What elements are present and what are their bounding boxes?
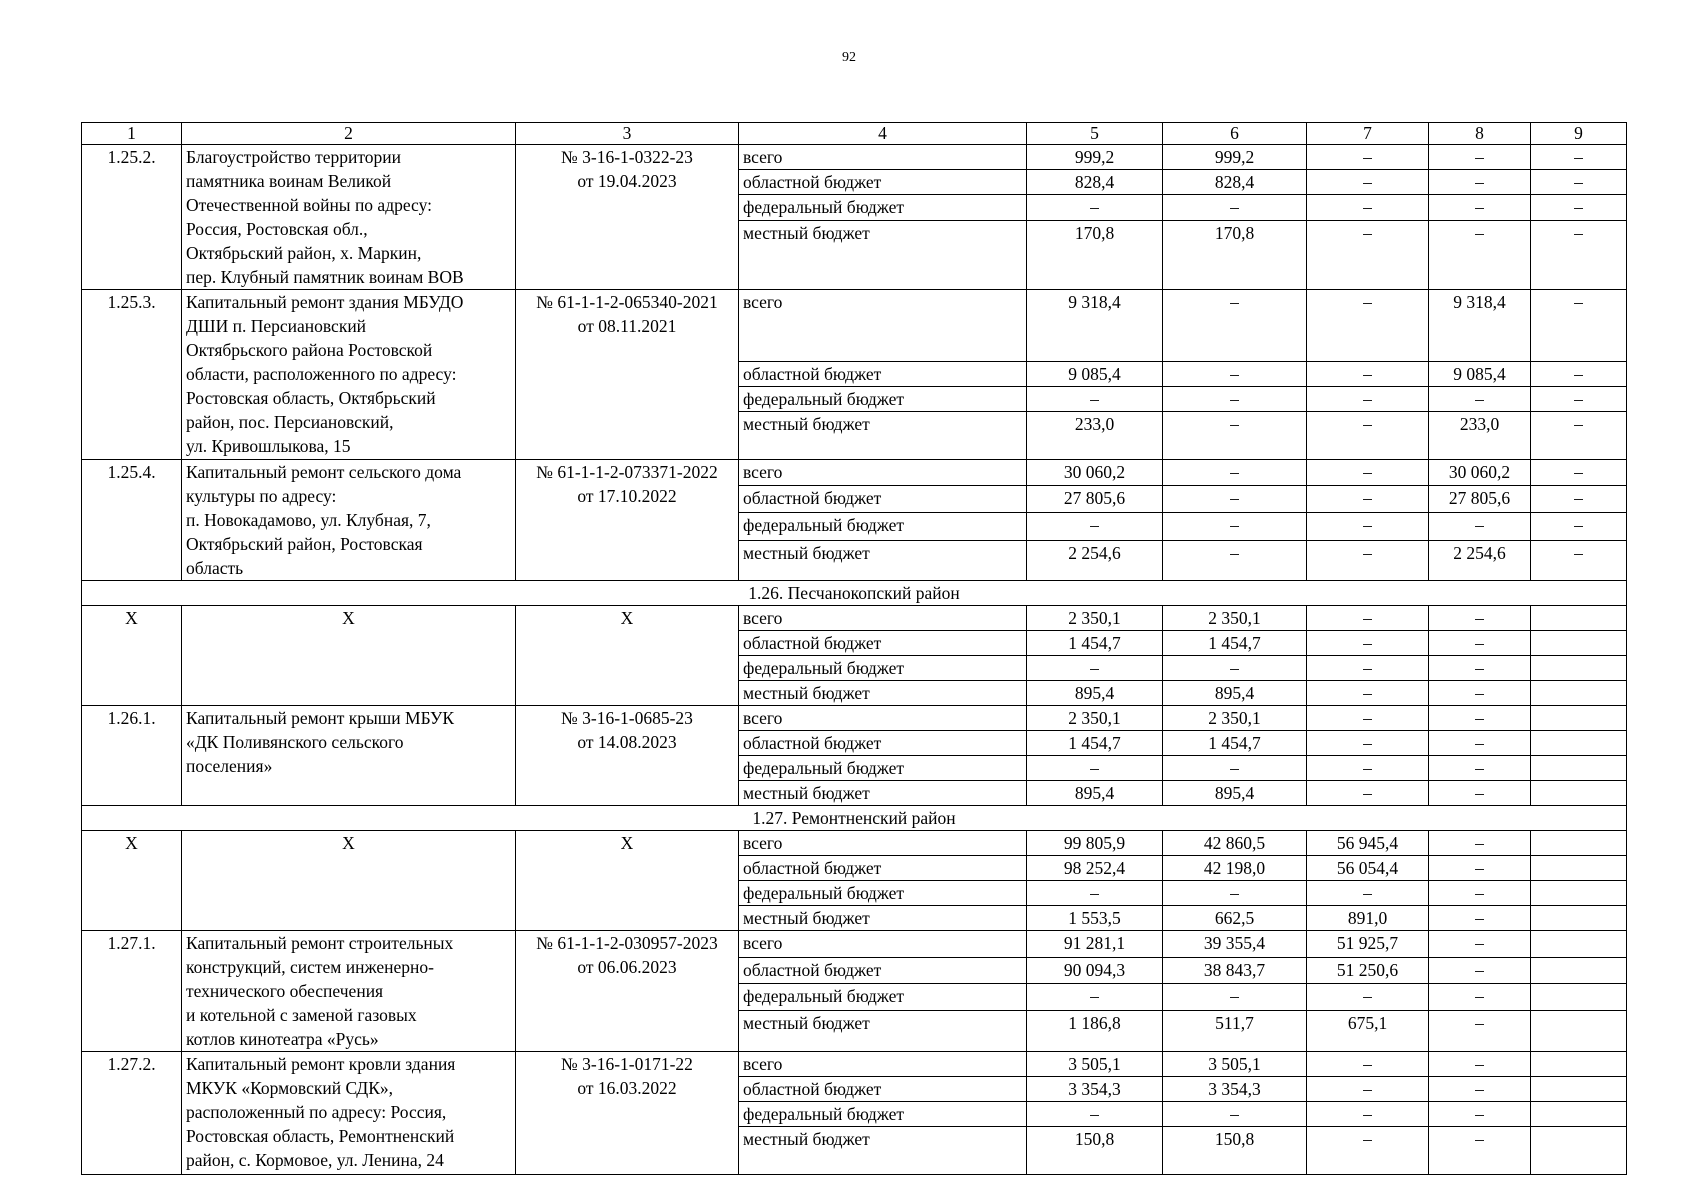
item-id: Х bbox=[82, 606, 182, 706]
budget-value: – bbox=[1307, 606, 1429, 631]
item-document bbox=[516, 831, 739, 931]
budget-value: – bbox=[1307, 706, 1429, 731]
item-id: 1.27.2. bbox=[82, 1052, 182, 1175]
item-name bbox=[182, 706, 516, 806]
budget-label: областной бюджет bbox=[739, 170, 1027, 195]
budget-value: 1 454,7 bbox=[1027, 631, 1163, 656]
item-name-line: ДШИ п. Персиановский bbox=[186, 316, 367, 336]
budget-value: 150,8 bbox=[1163, 1127, 1307, 1175]
budget-value: – bbox=[1429, 957, 1531, 984]
header-cell: 5 bbox=[1027, 123, 1163, 145]
item-name bbox=[182, 606, 516, 706]
budget-label: всего bbox=[739, 460, 1027, 486]
budget-value: – bbox=[1531, 460, 1627, 486]
budget-value: – bbox=[1429, 631, 1531, 656]
budget-value: – bbox=[1429, 220, 1531, 289]
budget-value: – bbox=[1307, 540, 1429, 580]
budget-value: – bbox=[1429, 781, 1531, 806]
item-name-line: памятника воинам Великой bbox=[186, 171, 392, 191]
budget-value: 3 354,3 bbox=[1163, 1077, 1307, 1102]
budget-value: 2 350,1 bbox=[1027, 706, 1163, 731]
header-cell: 7 bbox=[1307, 123, 1429, 145]
item-document-line: № 61-1-1-2-030957-2023 bbox=[536, 933, 718, 953]
item-name-line: Отечественной войны по адресу: bbox=[186, 195, 432, 215]
header-cell: 9 bbox=[1531, 123, 1627, 145]
budget-value: – bbox=[1307, 170, 1429, 195]
budget-value: – bbox=[1163, 513, 1307, 541]
item-name-line: Х bbox=[342, 833, 355, 853]
section-title: 1.27. Ремонтненский район bbox=[82, 806, 1627, 831]
budget-value: – bbox=[1027, 387, 1163, 412]
item-name-line: Капитальный ремонт сельского дома bbox=[186, 462, 462, 482]
budget-value: – bbox=[1531, 362, 1627, 387]
budget-label: местный бюджет bbox=[739, 681, 1027, 706]
budget-label: всего bbox=[739, 145, 1027, 170]
table-row bbox=[82, 706, 1627, 731]
budget-value: – bbox=[1307, 513, 1429, 541]
budget-value: – bbox=[1307, 681, 1429, 706]
budget-value: 999,2 bbox=[1027, 145, 1163, 170]
budget-value: – bbox=[1027, 513, 1163, 541]
budget-value: – bbox=[1163, 412, 1307, 460]
budget-value: – bbox=[1429, 387, 1531, 412]
item-name-line: Х bbox=[342, 608, 355, 628]
budget-value: 895,4 bbox=[1027, 781, 1163, 806]
section-row bbox=[82, 581, 1627, 606]
item-document-line: № 3-16-1-0322-23 bbox=[561, 147, 693, 167]
budget-label: всего bbox=[739, 931, 1027, 958]
budget-value: – bbox=[1531, 195, 1627, 220]
budget-value: 27 805,6 bbox=[1027, 485, 1163, 513]
budget-value: – bbox=[1163, 362, 1307, 387]
item-name-line: ул. Кривошлыкова, 15 bbox=[186, 436, 351, 456]
budget-label: местный бюджет bbox=[739, 781, 1027, 806]
table-row bbox=[82, 1052, 1627, 1077]
item-name-line: Капитальный ремонт кровли здания bbox=[186, 1054, 456, 1074]
item-name bbox=[182, 831, 516, 931]
budget-value bbox=[1531, 1077, 1627, 1102]
item-name-line: Октябрьский район, Ростовская bbox=[186, 534, 423, 554]
item-name bbox=[182, 145, 516, 290]
budget-value bbox=[1531, 606, 1627, 631]
budget-value bbox=[1531, 681, 1627, 706]
budget-value: 98 252,4 bbox=[1027, 856, 1163, 881]
table-row bbox=[82, 290, 1627, 362]
budget-value: – bbox=[1531, 540, 1627, 580]
item-document-line: № 61-1-1-2-065340-2021 bbox=[536, 292, 718, 312]
budget-value: 51 925,7 bbox=[1307, 931, 1429, 958]
budget-value: – bbox=[1429, 881, 1531, 906]
item-name-line: район, с. Кормовое, ул. Ленина, 24 bbox=[186, 1150, 444, 1170]
budget-value: – bbox=[1163, 756, 1307, 781]
budget-value bbox=[1531, 984, 1627, 1011]
budget-value bbox=[1531, 831, 1627, 856]
budget-value: – bbox=[1307, 362, 1429, 387]
item-name bbox=[182, 460, 516, 581]
table-row bbox=[82, 606, 1627, 631]
budget-label: федеральный бюджет bbox=[739, 513, 1027, 541]
budget-value: 42 198,0 bbox=[1163, 856, 1307, 881]
budget-label: федеральный бюджет bbox=[739, 1102, 1027, 1127]
item-id: 1.25.3. bbox=[82, 290, 182, 460]
item-document-line: от 16.03.2022 bbox=[577, 1078, 677, 1098]
budget-value: 56 945,4 bbox=[1307, 831, 1429, 856]
budget-label: областной бюджет bbox=[739, 485, 1027, 513]
budget-value: 42 860,5 bbox=[1163, 831, 1307, 856]
item-name-line: расположенный по адресу: Россия, bbox=[186, 1102, 447, 1122]
item-id: 1.26.1. bbox=[82, 706, 182, 806]
budget-value: 30 060,2 bbox=[1429, 460, 1531, 486]
item-name-line: Октябрьский район, х. Маркин, bbox=[186, 243, 422, 263]
budget-value: – bbox=[1307, 631, 1429, 656]
budget-value: 233,0 bbox=[1429, 412, 1531, 460]
budget-label: федеральный бюджет bbox=[739, 881, 1027, 906]
budget-value: – bbox=[1163, 540, 1307, 580]
item-name-line: котлов кинотеатра «Русь» bbox=[186, 1029, 379, 1049]
budget-value: – bbox=[1027, 756, 1163, 781]
budget-value: 2 254,6 bbox=[1429, 540, 1531, 580]
table-row bbox=[82, 460, 1627, 486]
budget-value: – bbox=[1429, 906, 1531, 931]
budget-value: 895,4 bbox=[1163, 781, 1307, 806]
budget-value: 1 553,5 bbox=[1027, 906, 1163, 931]
budget-value: – bbox=[1531, 290, 1627, 362]
item-name-line: Капитальный ремонт здания МБУДО bbox=[186, 292, 464, 312]
budget-value: 39 355,4 bbox=[1163, 931, 1307, 958]
budget-value: – bbox=[1163, 656, 1307, 681]
budget-value: – bbox=[1307, 781, 1429, 806]
budget-value: 51 250,6 bbox=[1307, 957, 1429, 984]
budget-value bbox=[1531, 756, 1627, 781]
header-cell: 4 bbox=[739, 123, 1027, 145]
budget-value: 38 843,7 bbox=[1163, 957, 1307, 984]
budget-label: всего bbox=[739, 290, 1027, 362]
budget-value: 3 505,1 bbox=[1027, 1052, 1163, 1077]
budget-value: – bbox=[1429, 831, 1531, 856]
budget-value bbox=[1531, 1052, 1627, 1077]
item-document-line: № 3-16-1-0171-22 bbox=[561, 1054, 693, 1074]
budget-label: областной бюджет bbox=[739, 1077, 1027, 1102]
item-name-line: Благоустройство территории bbox=[186, 147, 401, 167]
item-name-line: Ростовская область, Октябрьский bbox=[186, 388, 436, 408]
budget-value bbox=[1531, 906, 1627, 931]
budget-value: 9 318,4 bbox=[1027, 290, 1163, 362]
budget-label: всего bbox=[739, 706, 1027, 731]
budget-value: – bbox=[1163, 460, 1307, 486]
budget-value bbox=[1531, 881, 1627, 906]
budget-label: областной бюджет bbox=[739, 856, 1027, 881]
budget-value: – bbox=[1027, 656, 1163, 681]
budget-value: – bbox=[1429, 1102, 1531, 1127]
budget-value: 233,0 bbox=[1027, 412, 1163, 460]
budget-value: – bbox=[1429, 606, 1531, 631]
budget-label: областной бюджет bbox=[739, 731, 1027, 756]
page-number: 92 bbox=[842, 50, 856, 65]
budget-value bbox=[1531, 631, 1627, 656]
budget-value: – bbox=[1307, 485, 1429, 513]
header-cell: 8 bbox=[1429, 123, 1531, 145]
budget-value: – bbox=[1531, 220, 1627, 289]
table-body bbox=[82, 123, 1627, 1175]
budget-value bbox=[1531, 1102, 1627, 1127]
budget-value: 90 094,3 bbox=[1027, 957, 1163, 984]
item-document-line: от 17.10.2022 bbox=[577, 486, 677, 506]
budget-value: 170,8 bbox=[1027, 220, 1163, 289]
item-document bbox=[516, 290, 739, 460]
item-document-line: от 08.11.2021 bbox=[577, 316, 677, 336]
item-id: Х bbox=[82, 831, 182, 931]
budget-label: федеральный бюджет bbox=[739, 984, 1027, 1011]
item-name-line: поселения» bbox=[186, 756, 273, 776]
budget-value: – bbox=[1163, 1102, 1307, 1127]
budget-value: – bbox=[1027, 195, 1163, 220]
section-row bbox=[82, 806, 1627, 831]
budget-label: местный бюджет bbox=[739, 540, 1027, 580]
budget-value: – bbox=[1163, 984, 1307, 1011]
budget-value: – bbox=[1531, 170, 1627, 195]
budget-value bbox=[1531, 781, 1627, 806]
item-name-line: пер. Клубный памятник воинам ВОВ bbox=[186, 267, 464, 287]
item-name-line: Октябрьского района Ростовской bbox=[186, 340, 433, 360]
budget-value: 675,1 bbox=[1307, 1010, 1429, 1051]
budget-value: 511,7 bbox=[1163, 1010, 1307, 1051]
budget-value: – bbox=[1307, 412, 1429, 460]
budget-value: 662,5 bbox=[1163, 906, 1307, 931]
header-row bbox=[82, 123, 1627, 145]
item-name bbox=[182, 931, 516, 1052]
section-title: 1.26. Песчанокопский район bbox=[82, 581, 1627, 606]
budget-value: 170,8 bbox=[1163, 220, 1307, 289]
budget-value: 9 318,4 bbox=[1429, 290, 1531, 362]
budget-value: – bbox=[1307, 731, 1429, 756]
budget-table bbox=[81, 122, 1627, 1175]
budget-label: местный бюджет bbox=[739, 906, 1027, 931]
budget-value: – bbox=[1429, 706, 1531, 731]
budget-value: 2 254,6 bbox=[1027, 540, 1163, 580]
item-document-line: от 19.04.2023 bbox=[577, 171, 677, 191]
budget-label: областной бюджет bbox=[739, 957, 1027, 984]
item-name-line: п. Новокадамово, ул. Клубная, 7, bbox=[186, 510, 431, 530]
item-document-line: Х bbox=[620, 833, 634, 853]
budget-value: – bbox=[1163, 290, 1307, 362]
item-name-line: области, расположенного по адресу: bbox=[186, 364, 457, 384]
budget-value: – bbox=[1307, 290, 1429, 362]
budget-value: – bbox=[1429, 1077, 1531, 1102]
budget-value: 1 186,8 bbox=[1027, 1010, 1163, 1051]
header-cell: 1 bbox=[82, 123, 182, 145]
budget-label: федеральный бюджет bbox=[739, 195, 1027, 220]
item-name bbox=[182, 1052, 516, 1175]
table-row bbox=[82, 831, 1627, 856]
budget-value: 56 054,4 bbox=[1307, 856, 1429, 881]
item-name bbox=[182, 290, 516, 460]
item-document bbox=[516, 606, 739, 706]
budget-value: – bbox=[1027, 984, 1163, 1011]
budget-value: – bbox=[1307, 1127, 1429, 1175]
budget-label: всего bbox=[739, 1052, 1027, 1077]
item-id: 1.27.1. bbox=[82, 931, 182, 1052]
budget-value: – bbox=[1027, 1102, 1163, 1127]
budget-value: – bbox=[1307, 1077, 1429, 1102]
budget-value: 1 454,7 bbox=[1163, 631, 1307, 656]
budget-value: – bbox=[1307, 881, 1429, 906]
budget-value: – bbox=[1429, 1010, 1531, 1051]
header-cell: 6 bbox=[1163, 123, 1307, 145]
item-name-line: «ДК Поливянского сельского bbox=[186, 732, 404, 752]
budget-label: всего bbox=[739, 606, 1027, 631]
budget-value bbox=[1531, 656, 1627, 681]
budget-value: 891,0 bbox=[1307, 906, 1429, 931]
budget-value: 91 281,1 bbox=[1027, 931, 1163, 958]
item-document-line: № 61-1-1-2-073371-2022 bbox=[536, 462, 718, 482]
budget-value: 30 060,2 bbox=[1027, 460, 1163, 486]
item-name-line: область bbox=[186, 558, 244, 578]
budget-value: – bbox=[1307, 1102, 1429, 1127]
budget-label: местный бюджет bbox=[739, 412, 1027, 460]
budget-value: 895,4 bbox=[1027, 681, 1163, 706]
item-document-line: от 14.08.2023 bbox=[577, 732, 677, 752]
budget-value: 99 805,9 bbox=[1027, 831, 1163, 856]
budget-value: 828,4 bbox=[1163, 170, 1307, 195]
budget-value: – bbox=[1429, 145, 1531, 170]
budget-value: – bbox=[1429, 731, 1531, 756]
budget-value bbox=[1531, 706, 1627, 731]
budget-value: – bbox=[1429, 984, 1531, 1011]
item-name-line: конструкций, систем инженерно- bbox=[186, 957, 434, 977]
budget-value: – bbox=[1163, 195, 1307, 220]
budget-value: 150,8 bbox=[1027, 1127, 1163, 1175]
budget-value: 1 454,7 bbox=[1163, 731, 1307, 756]
item-id: 1.25.2. bbox=[82, 145, 182, 290]
item-name-line: культуры по адресу: bbox=[186, 486, 337, 506]
table-row bbox=[82, 145, 1627, 170]
budget-value: – bbox=[1429, 656, 1531, 681]
budget-value: – bbox=[1429, 1052, 1531, 1077]
item-name-line: Капитальный ремонт крыши МБУК bbox=[186, 708, 455, 728]
item-name-line: технического обеспечения bbox=[186, 981, 384, 1001]
item-document-line: № 3-16-1-0685-23 bbox=[561, 708, 693, 728]
budget-label: федеральный бюджет bbox=[739, 656, 1027, 681]
item-name-line: Ростовская область, Ремонтненский bbox=[186, 1126, 455, 1146]
budget-value: – bbox=[1163, 881, 1307, 906]
budget-label: областной бюджет bbox=[739, 362, 1027, 387]
item-document bbox=[516, 460, 739, 581]
item-name-line: и котельной с заменой газовых bbox=[186, 1005, 417, 1025]
budget-value: – bbox=[1163, 485, 1307, 513]
item-document bbox=[516, 145, 739, 290]
item-name-line: Россия, Ростовская обл., bbox=[186, 219, 368, 239]
budget-value: – bbox=[1531, 485, 1627, 513]
table-row bbox=[82, 931, 1627, 958]
item-id: 1.25.4. bbox=[82, 460, 182, 581]
budget-value: – bbox=[1307, 387, 1429, 412]
header-cell: 2 bbox=[182, 123, 516, 145]
budget-value: 3 505,1 bbox=[1163, 1052, 1307, 1077]
budget-value bbox=[1531, 931, 1627, 958]
budget-value: 2 350,1 bbox=[1163, 706, 1307, 731]
item-name-line: район, пос. Персиановский, bbox=[186, 412, 394, 432]
budget-value: 27 805,6 bbox=[1429, 485, 1531, 513]
budget-value: – bbox=[1429, 195, 1531, 220]
budget-value: 2 350,1 bbox=[1027, 606, 1163, 631]
budget-value: – bbox=[1429, 170, 1531, 195]
budget-value: – bbox=[1027, 881, 1163, 906]
budget-value: – bbox=[1531, 145, 1627, 170]
header-cell: 3 bbox=[516, 123, 739, 145]
item-document-line: Х bbox=[620, 608, 634, 628]
budget-value: 999,2 bbox=[1163, 145, 1307, 170]
budget-value bbox=[1531, 957, 1627, 984]
budget-label: местный бюджет bbox=[739, 220, 1027, 289]
budget-value: – bbox=[1429, 513, 1531, 541]
budget-label: всего bbox=[739, 831, 1027, 856]
budget-value: – bbox=[1531, 412, 1627, 460]
budget-value: – bbox=[1307, 656, 1429, 681]
budget-value: – bbox=[1307, 1052, 1429, 1077]
budget-label: федеральный бюджет bbox=[739, 387, 1027, 412]
budget-value: – bbox=[1163, 387, 1307, 412]
budget-value: 1 454,7 bbox=[1027, 731, 1163, 756]
budget-value: – bbox=[1307, 195, 1429, 220]
budget-value: 828,4 bbox=[1027, 170, 1163, 195]
item-document-line: от 06.06.2023 bbox=[577, 957, 677, 977]
budget-label: областной бюджет bbox=[739, 631, 1027, 656]
budget-value: 9 085,4 bbox=[1027, 362, 1163, 387]
budget-value: 895,4 bbox=[1163, 681, 1307, 706]
budget-value: – bbox=[1307, 220, 1429, 289]
budget-value: – bbox=[1429, 1127, 1531, 1175]
budget-value: – bbox=[1307, 460, 1429, 486]
budget-label: местный бюджет bbox=[739, 1010, 1027, 1051]
budget-value: – bbox=[1307, 145, 1429, 170]
budget-value: – bbox=[1531, 387, 1627, 412]
item-document bbox=[516, 706, 739, 806]
budget-value bbox=[1531, 1127, 1627, 1175]
budget-value: – bbox=[1429, 856, 1531, 881]
item-name-line: Капитальный ремонт строительных bbox=[186, 933, 454, 953]
budget-label: местный бюджет bbox=[739, 1127, 1027, 1175]
budget-value: – bbox=[1307, 756, 1429, 781]
budget-value: – bbox=[1307, 984, 1429, 1011]
budget-value bbox=[1531, 856, 1627, 881]
budget-value: 9 085,4 bbox=[1429, 362, 1531, 387]
item-document bbox=[516, 931, 739, 1052]
budget-value bbox=[1531, 1010, 1627, 1051]
item-name-line: МКУК «Кормовский СДК», bbox=[186, 1078, 394, 1098]
budget-value: 3 354,3 bbox=[1027, 1077, 1163, 1102]
budget-value: 2 350,1 bbox=[1163, 606, 1307, 631]
budget-label: федеральный бюджет bbox=[739, 756, 1027, 781]
item-document bbox=[516, 1052, 739, 1175]
budget-value: – bbox=[1531, 513, 1627, 541]
budget-value bbox=[1531, 731, 1627, 756]
budget-value: – bbox=[1429, 931, 1531, 958]
budget-value: – bbox=[1429, 681, 1531, 706]
budget-value: – bbox=[1429, 756, 1531, 781]
